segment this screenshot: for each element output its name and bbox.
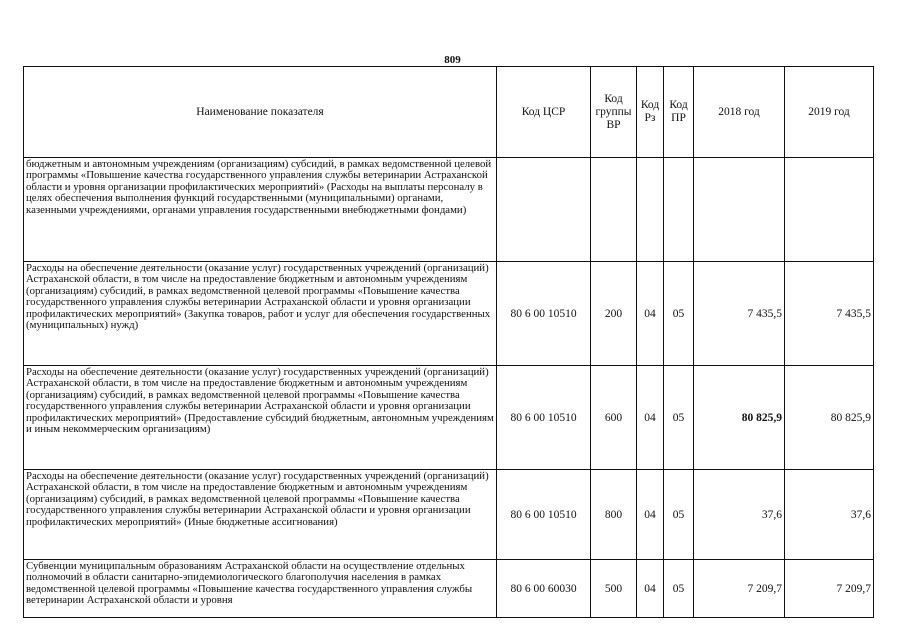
row-rz: 04: [637, 470, 664, 560]
row-name: Расходы на обеспечение деятельности (оказание услуг) государственных учреждений (организаций) Астраханской области, в том числе на предоставление бюджетным и автономным учреждениям (организациям) субсидий, в рамках ведомственной целевой программы «Повышение качества государственного управления службы ветеринарии Астраханской области и уровня организации профилактических мероприятий» (Предоставление субсидий бюджетным, автономным учреждениям и иным некоммерческим организациям): [24, 366, 497, 470]
row-pr: 05: [664, 470, 694, 560]
row-2019: 37,6: [785, 470, 874, 560]
row-vr: 800: [591, 470, 637, 560]
row-csr: [497, 158, 591, 262]
row-vr: 500: [591, 560, 637, 618]
row-2018: [694, 158, 785, 262]
row-2018: 80 825,9: [694, 366, 785, 470]
header-2019: 2019 год: [785, 67, 874, 158]
row-name: бюджетным и автономным учреждениям (организациям) субсидий, в рамках ведомственной целевой программы «Повышение качества государственного управления службы ветеринарии Астраханской области и уровня организации профилактических мероприятий» (Расходы на выплаты персоналу в целях обеспечения выполнения функций государственными (муниципальными) органами, казенными учреждениями, органами управления государственными внебюджетными фондами): [24, 158, 497, 262]
row-pr: 05: [664, 560, 694, 618]
header-2018: 2018 год: [694, 67, 785, 158]
budget-table: [23, 66, 874, 618]
row-vr: [591, 158, 637, 262]
row-vr: 200: [591, 262, 637, 366]
row-rz: 04: [637, 366, 664, 470]
row-name: Расходы на обеспечение деятельности (оказание услуг) государственных учреждений (организаций) Астраханской области, в том числе на предоставление бюджетным и автономным учреждениям (организациям) субсидий, в рамках ведомственной целевой программы «Повышение качества государственного управления службы ветеринарии Астраханской области и уровня организации профилактических мероприятий» (Закупка товаров, работ и услуг для обеспечения государственных (муниципальных) нужд): [24, 262, 497, 366]
row-vr: 600: [591, 366, 637, 470]
row-rz: 04: [637, 560, 664, 618]
row-name: Субвенции муниципальным образованиям Астраханской области на осуществление отдельных полномочий в области санитарно-эпидемиологического благополучия населения в рамках ведомственной целевой программы «Повышение качества государственного управления службы ветеринарии Астраханской области и уровня: [24, 560, 497, 618]
header-pr: Код ПР: [664, 67, 694, 158]
row-2018: 37,6: [694, 470, 785, 560]
row-csr: 80 6 00 60030: [497, 560, 591, 618]
table-row: [24, 262, 874, 366]
row-2019: 7 209,7: [785, 560, 874, 618]
row-name: Расходы на обеспечение деятельности (оказание услуг) государственных учреждений (организаций) Астраханской области, в том числе на предоставление бюджетным и автономным учреждениям (организациям) субсидий, в рамках ведомственной целевой программы «Повышение качества государственного управления службы ветеринарии Астраханской области и уровня организации профилактических мероприятий» (Иные бюджетные ассигнования): [24, 470, 497, 560]
row-2019: [785, 158, 874, 262]
row-rz: [637, 158, 664, 262]
row-2018: 7 435,5: [694, 262, 785, 366]
page-number: 809: [444, 54, 461, 66]
table-row: [24, 470, 874, 560]
row-pr: 05: [664, 262, 694, 366]
row-2019: 7 435,5: [785, 262, 874, 366]
table-row: [24, 560, 874, 618]
table-row: [24, 158, 874, 262]
header-name: Наименование показателя: [24, 67, 497, 158]
row-csr: 80 6 00 10510: [497, 470, 591, 560]
row-rz: 04: [637, 262, 664, 366]
header-rz: Код Рз: [637, 67, 664, 158]
header-csr: Код ЦСР: [497, 67, 591, 158]
row-csr: 80 6 00 10510: [497, 262, 591, 366]
row-pr: [664, 158, 694, 262]
header-vr: Код группы ВР: [591, 67, 637, 158]
row-csr: 80 6 00 10510: [497, 366, 591, 470]
row-2019: 80 825,9: [785, 366, 874, 470]
row-2018: 7 209,7: [694, 560, 785, 618]
table-row: [24, 366, 874, 470]
row-pr: 05: [664, 366, 694, 470]
table-header-row: [24, 67, 874, 158]
